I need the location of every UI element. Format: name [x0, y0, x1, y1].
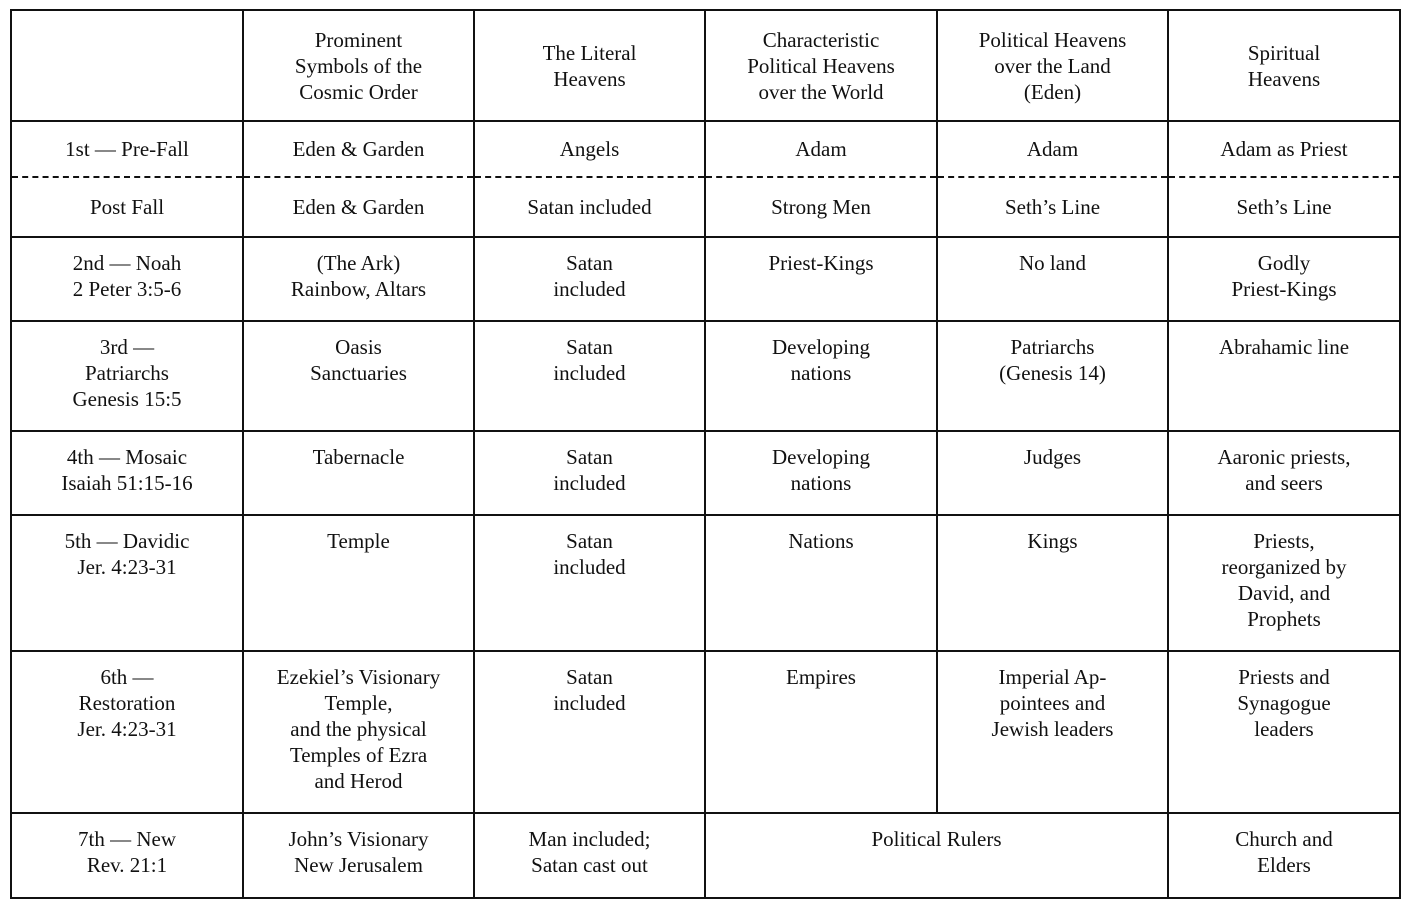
table-cell: Satan included [474, 321, 705, 431]
table-cell: Temple [243, 515, 474, 651]
table-cell: Ezekiel’s Visionary Temple, and the physical Temples of Ezra and Herod [243, 651, 474, 813]
era-cell: 7th — New Rev. 21:1 [11, 813, 243, 898]
table-cell: Seth’s Line [937, 177, 1168, 237]
era-cell: 3rd — Patriarchs Genesis 15:5 [11, 321, 243, 431]
table-cell: Priests and Synagogue leaders [1168, 651, 1400, 813]
table-cell: Nations [705, 515, 937, 651]
table-cell: Satan included [474, 515, 705, 651]
table-cell: John’s Visionary New Jerusalem [243, 813, 474, 898]
table-cell: Patriarchs (Genesis 14) [937, 321, 1168, 431]
table-cell: No land [937, 237, 1168, 321]
era-cell: 6th — Restoration Jer. 4:23-31 [11, 651, 243, 813]
header-cell-political-land: Political Heavens over the Land (Eden) [937, 10, 1168, 121]
table-cell: Godly Priest-Kings [1168, 237, 1400, 321]
era-cell: 1st — Pre-Fall [11, 121, 243, 177]
header-cell-spiritual: Spiritual Heavens [1168, 10, 1400, 121]
table-cell: Church and Elders [1168, 813, 1400, 898]
header-row [11, 10, 1400, 121]
table-cell: Seth’s Line [1168, 177, 1400, 237]
table-cell: Eden & Garden [243, 121, 474, 177]
table-cell: Satan included [474, 651, 705, 813]
table-cell: Priests, reorganized by David, and Prophets [1168, 515, 1400, 651]
header-cell-symbols: Prominent Symbols of the Cosmic Order [243, 10, 474, 121]
table-row [11, 515, 1400, 651]
table-cell: Imperial Ap- pointees and Jewish leaders [937, 651, 1168, 813]
table-cell: Angels [474, 121, 705, 177]
table-cell: Satan included [474, 237, 705, 321]
table-cell: Developing nations [705, 431, 937, 515]
table-cell: Kings [937, 515, 1168, 651]
table-cell: Abrahamic line [1168, 321, 1400, 431]
era-cell: 2nd — Noah 2 Peter 3:5-6 [11, 237, 243, 321]
table-cell: Judges [937, 431, 1168, 515]
table-cell: Adam [705, 121, 937, 177]
table-cell: Satan included [474, 431, 705, 515]
table-cell: Eden & Garden [243, 177, 474, 237]
table-cell: Priest-Kings [705, 237, 937, 321]
table-cell: Satan included [474, 177, 705, 237]
table-row [11, 813, 1400, 898]
table-cell: Aaronic priests, and seers [1168, 431, 1400, 515]
table-cell: Developing nations [705, 321, 937, 431]
table-cell: Strong Men [705, 177, 937, 237]
table-cell: Adam as Priest [1168, 121, 1400, 177]
table-cell: Oasis Sanctuaries [243, 321, 474, 431]
table-cell: Man included; Satan cast out [474, 813, 705, 898]
table-row [11, 121, 1400, 177]
table-row [11, 651, 1400, 813]
table-cell: (The Ark) Rainbow, Altars [243, 237, 474, 321]
table-cell: Tabernacle [243, 431, 474, 515]
merged-political-cell: Political Rulers [705, 813, 1168, 898]
header-cell-literal-heavens: The Literal Heavens [474, 10, 705, 121]
era-cell: Post Fall [11, 177, 243, 237]
table-row [11, 177, 1400, 237]
table-row [11, 321, 1400, 431]
table-cell: Empires [705, 651, 937, 813]
era-cell: 4th — Mosaic Isaiah 51:15-16 [11, 431, 243, 515]
era-cell: 5th — Davidic Jer. 4:23-31 [11, 515, 243, 651]
header-cell-political-world: Characteristic Political Heavens over the World [705, 10, 937, 121]
header-cell-blank [11, 10, 243, 121]
heavens-table [10, 9, 1401, 899]
table-cell: Adam [937, 121, 1168, 177]
table-row [11, 431, 1400, 515]
table-row [11, 237, 1400, 321]
